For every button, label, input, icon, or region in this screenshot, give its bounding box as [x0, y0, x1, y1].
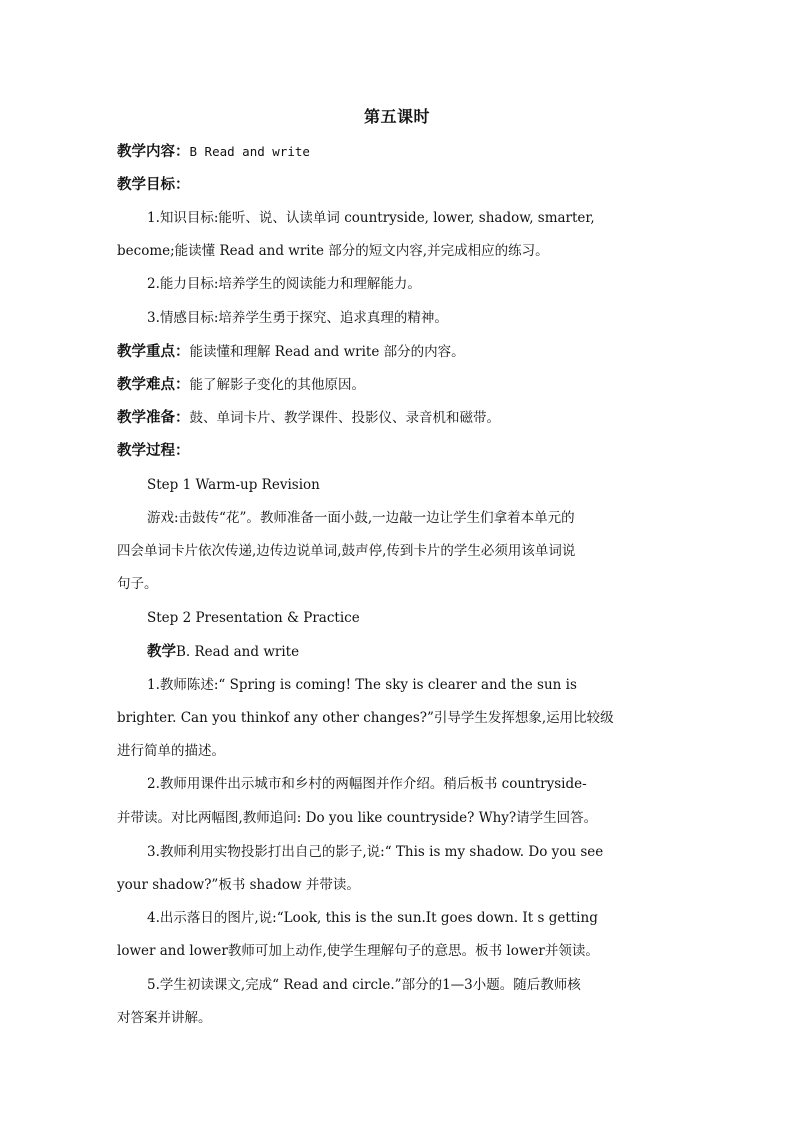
step2-subheading	[147, 642, 677, 662]
step2-item2-a: 2.教师用课件出示城市和乡村的两幅图并作介绍。稍后板书 countryside-	[147, 776, 587, 792]
key-points-value: 能读懂和理解 Read and write 部分的内容。	[189, 344, 465, 360]
difficulties-line	[117, 375, 677, 395]
key-points-label: 教学重点：	[117, 343, 190, 360]
process-label: 教学过程：	[117, 442, 190, 459]
difficulties-label: 教学难点：	[117, 376, 190, 393]
step1-text-a: 游戏:击鼓传“花”。教师准备一面小鼓,一边敲一边让学生们拿着本单元的	[147, 510, 575, 526]
step2-heading: Step 2 Presentation & Practice	[147, 610, 360, 626]
step2-item2-b: 并带读。对比两幅图,教师追问: Do you like countryside? Why?请学生回答。	[117, 810, 598, 826]
objective-1-line-a: 1.知识目标:能听、说、认读单词 countryside, lower, shadow, smarter,	[147, 210, 595, 226]
objectives-heading	[117, 175, 677, 195]
step2-item1-b: brighter. Can you thinkof any other changes?”引导学生发挥想象,运用比较级	[117, 710, 614, 726]
step1-text-b: 四会单词卡片依次传递,边传边说单词,鼓声停,传到卡片的学生必须用该单词说	[117, 543, 576, 559]
preparation-line	[117, 408, 677, 428]
objectives-label: 教学目标：	[117, 176, 190, 193]
preparation-label: 教学准备：	[117, 409, 190, 426]
step2-item5-b: 对答案并讲解。	[117, 1010, 212, 1026]
objective-3: 3.情感目标:培养学生勇于探究、追求真理的精神。	[147, 310, 448, 326]
preparation-value: 鼓、单词卡片、教学课件、投影仪、录音机和磁带。	[189, 410, 500, 426]
content-label: 教学内容：	[117, 143, 190, 160]
step2-item1-a: 1.教师陈述:“ Spring is coming! The sky is clearer and the sun is	[147, 677, 577, 693]
difficulties-value: 能了解影子变化的其他原因。	[189, 377, 365, 393]
step2-item4-b: lower and lower教师可加上动作,使学生理解句子的意思。板书 lower并领读。	[117, 943, 599, 959]
step2-item3-a: 3.教师利用实物投影打出自己的影子,说:“ This is my shadow. Do you see	[147, 844, 604, 860]
step1-text-c: 句子。	[117, 576, 158, 592]
step2-item1-c: 进行简单的描述。	[117, 743, 225, 759]
objective-1-line-b: become;能读懂 Read and write 部分的短文内容,并完成相应的练习。	[117, 243, 549, 259]
key-points-line	[117, 342, 677, 362]
step2-item5-a: 5.学生初读课文,完成“ Read and circle.”部分的1—3小题。随后教师核	[147, 977, 581, 993]
content-value: B Read and write	[189, 144, 310, 159]
step1-heading: Step 1 Warm-up Revision	[147, 477, 320, 493]
step2-sub-prefix: 教学	[147, 643, 176, 660]
step2-item3-b: your shadow?”板书 shadow 并带读。	[117, 877, 360, 893]
step2-item4-a: 4.出示落日的图片,说:“Look, this is the sun.It goes down. It s getting	[147, 910, 598, 926]
objective-2: 2.能力目标:培养学生的阅读能力和理解能力。	[147, 276, 421, 292]
page-title: 第五课时	[363, 107, 430, 126]
content-line	[117, 142, 677, 162]
step2-sub-text: B. Read and write	[176, 644, 300, 660]
process-heading	[117, 441, 677, 461]
